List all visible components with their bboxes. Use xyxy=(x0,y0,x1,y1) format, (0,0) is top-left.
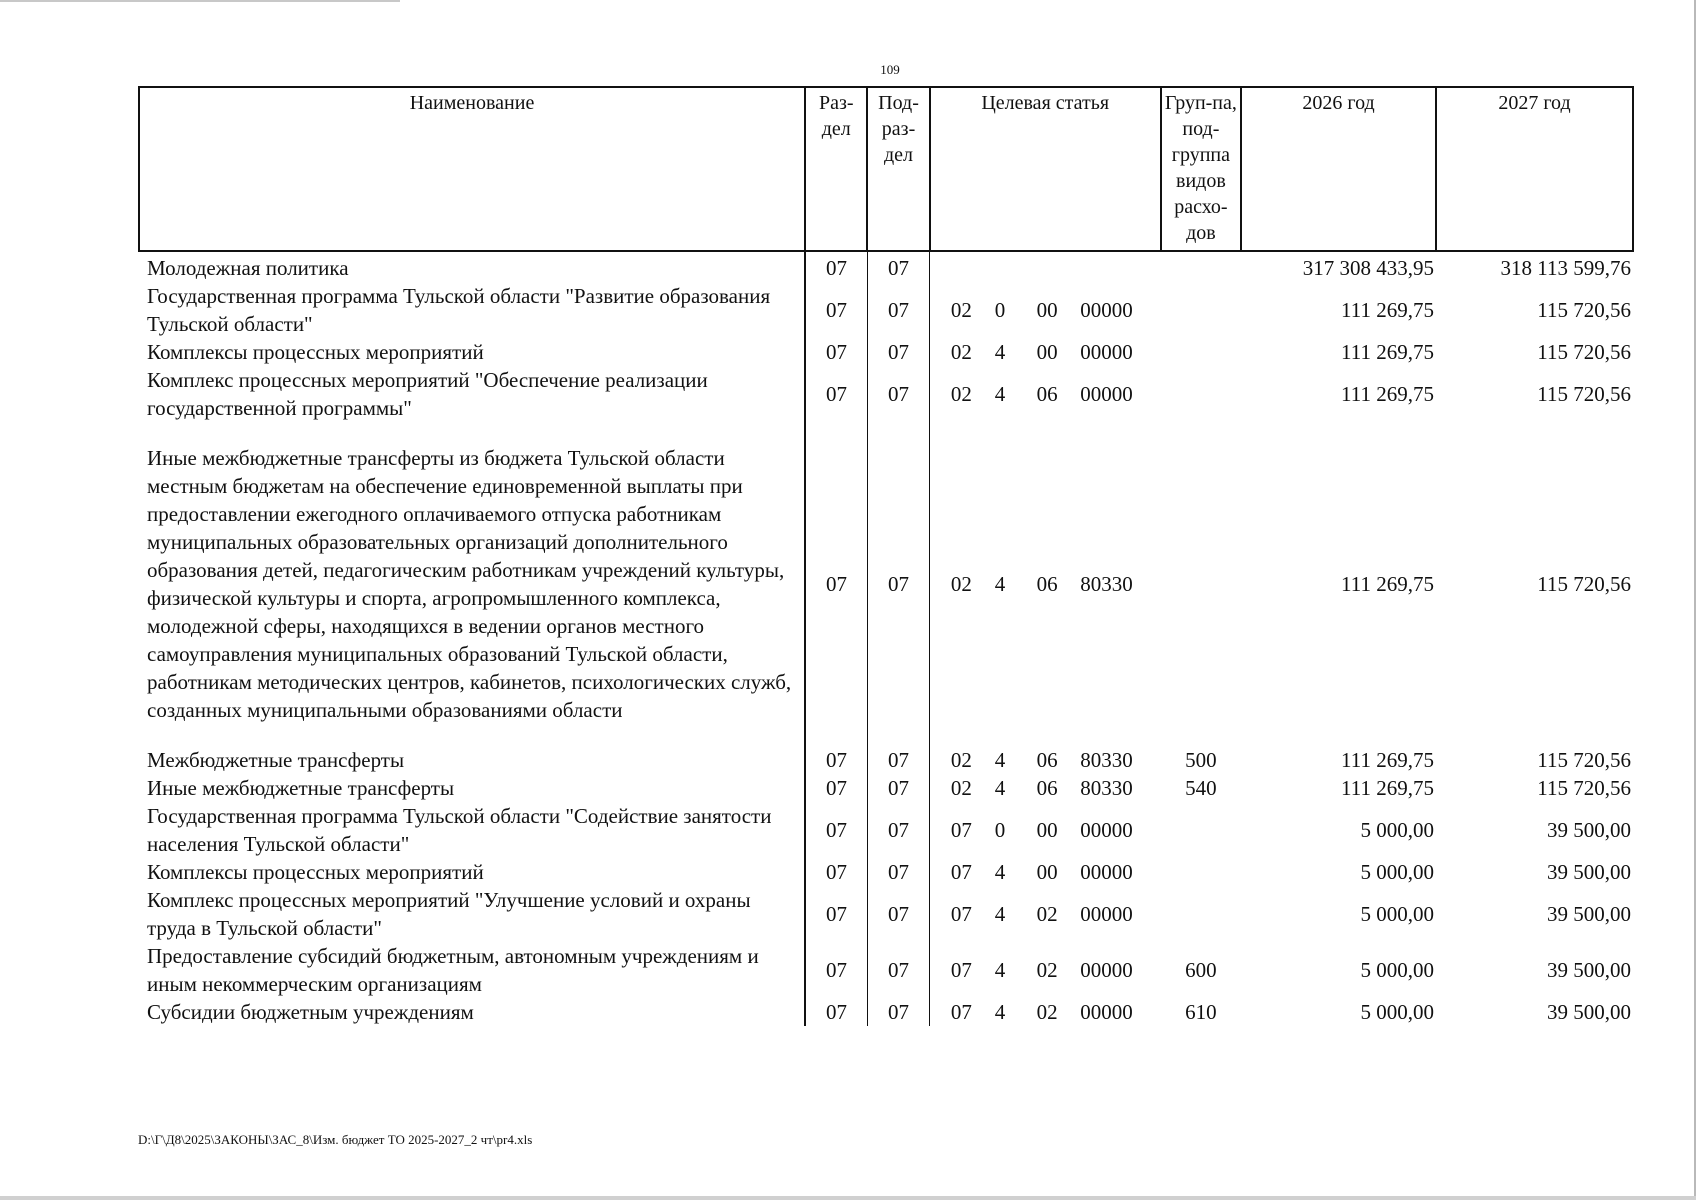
row-target-direction: 00000 xyxy=(1080,298,1133,322)
header-target-article: Целевая статья xyxy=(930,87,1161,251)
row-target-sub: 06 xyxy=(1036,572,1058,596)
row-amount-2026: 5 000,00 xyxy=(1360,860,1434,884)
row-target-type: 4 xyxy=(994,572,1006,596)
row-amount-2026: 5 000,00 xyxy=(1360,818,1434,842)
row-target-sub: 00 xyxy=(1036,860,1058,884)
row-target-type: 4 xyxy=(994,340,1006,364)
row-target-direction: 00000 xyxy=(1080,818,1133,842)
row-podrazdel: 07 xyxy=(867,998,929,1026)
row-podrazdel: 07 xyxy=(867,366,929,422)
row-name: Государственная программа Тульской области "Развитие образования Тульской области" xyxy=(147,284,771,336)
row-target-program: 02 xyxy=(950,572,972,596)
row-target-program: 07 xyxy=(950,860,972,884)
row-expense-group xyxy=(1161,282,1241,338)
row-podrazdel: 07 xyxy=(867,282,929,338)
row-target-direction: 80330 xyxy=(1080,748,1133,772)
table-row xyxy=(139,338,1633,366)
row-target-sub: 00 xyxy=(1036,298,1058,322)
row-amount-2027: 39 500,00 xyxy=(1547,1000,1631,1024)
row-amount-2027: 115 720,56 xyxy=(1537,340,1631,364)
row-razdel: 07 xyxy=(805,422,867,746)
row-target-type: 4 xyxy=(994,958,1006,982)
row-target-type: 4 xyxy=(994,382,1006,406)
header-group: Груп-па, под-группа видов расхо-дов xyxy=(1161,87,1241,251)
header-year-2026: 2026 год xyxy=(1241,87,1436,251)
footer-file-path: D:\Г\Д8\2025\ЗАКОНЫ\ЗАС_8\Изм. бюджет ТО 2025-2027_2 чт\pr4.xls xyxy=(138,1132,533,1147)
page-number: 109 xyxy=(880,62,900,77)
row-expense-group xyxy=(1161,422,1241,746)
row-podrazdel: 07 xyxy=(867,746,929,774)
row-expense-group: 600 xyxy=(1185,958,1217,982)
table-row xyxy=(139,942,1633,998)
row-target-direction: 00000 xyxy=(1080,382,1133,406)
row-target-sub: 02 xyxy=(1036,958,1058,982)
row-amount-2027: 115 720,56 xyxy=(1537,776,1631,800)
header-razdel: Раз-дел xyxy=(805,87,867,251)
header-name: Наименование xyxy=(139,87,805,251)
row-expense-group xyxy=(1161,338,1241,366)
row-amount-2027: 115 720,56 xyxy=(1537,748,1631,772)
row-podrazdel: 07 xyxy=(867,858,929,886)
row-target-sub: 02 xyxy=(1036,902,1058,926)
row-target-direction: 80330 xyxy=(1080,776,1133,800)
budget-table-sheet xyxy=(138,86,1634,1026)
row-expense-group: 500 xyxy=(1185,748,1217,772)
row-target-direction: 00000 xyxy=(1080,958,1133,982)
row-amount-2027: 39 500,00 xyxy=(1547,818,1631,842)
row-podrazdel: 07 xyxy=(867,251,929,282)
row-expense-group: 540 xyxy=(1185,776,1217,800)
row-target-direction: 00000 xyxy=(1080,1000,1133,1024)
row-amount-2027: 115 720,56 xyxy=(1537,382,1631,406)
row-razdel: 07 xyxy=(805,886,867,942)
table-header-row xyxy=(139,87,1633,251)
row-razdel: 07 xyxy=(805,746,867,774)
row-name: Комплекс процессных мероприятий "Обеспечение реализации государственной программы" xyxy=(147,368,708,420)
table-row xyxy=(139,774,1633,802)
row-podrazdel: 07 xyxy=(867,422,929,746)
row-target-direction: 80330 xyxy=(1080,572,1133,596)
header-podrazdel: Под-раз-дел xyxy=(867,87,929,251)
row-razdel: 07 xyxy=(805,282,867,338)
row-target-direction: 00000 xyxy=(1080,860,1133,884)
row-target-sub: 06 xyxy=(1036,748,1058,772)
row-amount-2026: 317 308 433,95 xyxy=(1302,256,1434,280)
row-target-sub: 00 xyxy=(1036,340,1058,364)
row-target-type: 4 xyxy=(994,1000,1006,1024)
row-expense-group xyxy=(1161,251,1241,282)
row-amount-2026: 111 269,75 xyxy=(1341,298,1434,322)
row-razdel: 07 xyxy=(805,998,867,1026)
table-row xyxy=(139,282,1633,338)
row-amount-2027: 318 113 599,76 xyxy=(1500,256,1631,280)
row-amount-2026: 111 269,75 xyxy=(1341,572,1434,596)
row-target-direction xyxy=(1074,251,1160,282)
row-podrazdel: 07 xyxy=(867,802,929,858)
row-target-program: 07 xyxy=(950,902,972,926)
table-row xyxy=(139,251,1633,282)
row-target-sub: 00 xyxy=(1036,818,1058,842)
row-amount-2026: 5 000,00 xyxy=(1360,902,1434,926)
row-expense-group xyxy=(1161,886,1241,942)
table-body xyxy=(139,251,1633,1026)
row-target-program: 02 xyxy=(950,298,972,322)
row-amount-2027: 39 500,00 xyxy=(1547,902,1631,926)
row-name: Предоставление субсидий бюджетным, автономным учреждениям и иным некоммерческим организациям xyxy=(147,944,759,996)
row-target-sub: 06 xyxy=(1036,382,1058,406)
row-razdel: 07 xyxy=(805,366,867,422)
row-amount-2026: 111 269,75 xyxy=(1341,748,1434,772)
row-podrazdel: 07 xyxy=(867,774,929,802)
row-target-sub: 02 xyxy=(1036,1000,1058,1024)
table-row xyxy=(139,858,1633,886)
row-amount-2026: 111 269,75 xyxy=(1341,340,1434,364)
row-target-program: 07 xyxy=(950,1000,972,1024)
row-name: Иные межбюджетные трансферты из бюджета Тульской области местным бюджетам на обеспечение единовременной выплаты при предоставлении ежегодного оплачиваемого отпуска работникам муниципальных образовательных организаций дополнительного образования детей, педагогическим работникам учреждений культуры, физической культуры и спорта, агропромышленного комплекса, молодежной сферы, находящихся в ведении органов местного самоуправления муниципальных образований Тульской области, работникам методических центров, кабинетов, психологических служб, созданных муниципальными образованиями области xyxy=(147,446,792,722)
row-name: Комплекс процессных мероприятий "Улучшение условий и охраны труда в Тульской области" xyxy=(147,888,751,940)
table-row xyxy=(139,886,1633,942)
row-target-sub: 06 xyxy=(1036,776,1058,800)
scan-edge-bottom xyxy=(0,1196,1696,1200)
row-name: Межбюджетные трансферты xyxy=(147,748,405,772)
table-row xyxy=(139,998,1633,1026)
row-razdel: 07 xyxy=(805,942,867,998)
table-row xyxy=(139,422,1633,746)
row-amount-2027: 115 720,56 xyxy=(1537,572,1631,596)
row-name: Комплексы процессных мероприятий xyxy=(147,340,484,364)
table-row xyxy=(139,366,1633,422)
row-target-type: 4 xyxy=(994,860,1006,884)
row-target-type: 0 xyxy=(994,298,1006,322)
row-amount-2026: 5 000,00 xyxy=(1360,1000,1434,1024)
row-amount-2026: 111 269,75 xyxy=(1341,382,1434,406)
row-target-direction: 00000 xyxy=(1080,902,1133,926)
row-amount-2027: 39 500,00 xyxy=(1547,958,1631,982)
row-target-program: 02 xyxy=(950,776,972,800)
row-target-type: 0 xyxy=(994,818,1006,842)
row-target-program: 02 xyxy=(950,748,972,772)
row-target-direction: 00000 xyxy=(1080,340,1133,364)
row-podrazdel: 07 xyxy=(867,338,929,366)
row-target-program: 02 xyxy=(950,382,972,406)
budget-table xyxy=(138,86,1634,1026)
table-row xyxy=(139,746,1633,774)
row-name: Молодежная политика xyxy=(147,256,349,280)
row-name: Субсидии бюджетным учреждениям xyxy=(147,1000,474,1024)
row-target-type: 4 xyxy=(994,902,1006,926)
row-razdel: 07 xyxy=(805,338,867,366)
row-target-program: 02 xyxy=(950,340,972,364)
table-row xyxy=(139,802,1633,858)
row-amount-2027: 115 720,56 xyxy=(1537,298,1631,322)
row-razdel: 07 xyxy=(805,251,867,282)
scan-edge-top xyxy=(0,0,400,2)
row-expense-group xyxy=(1161,366,1241,422)
row-expense-group: 610 xyxy=(1185,1000,1217,1024)
row-target-program xyxy=(930,251,980,282)
row-expense-group xyxy=(1161,802,1241,858)
row-razdel: 07 xyxy=(805,858,867,886)
row-podrazdel: 07 xyxy=(867,886,929,942)
row-podrazdel: 07 xyxy=(867,942,929,998)
row-target-type: 4 xyxy=(994,776,1006,800)
row-target-program: 07 xyxy=(950,818,972,842)
header-year-2027: 2027 год xyxy=(1436,87,1633,251)
row-razdel: 07 xyxy=(805,802,867,858)
row-razdel: 07 xyxy=(805,774,867,802)
row-target-sub xyxy=(1020,251,1074,282)
row-target-type: 4 xyxy=(994,748,1006,772)
row-amount-2026: 111 269,75 xyxy=(1341,776,1434,800)
row-target-type xyxy=(980,251,1020,282)
row-name: Иные межбюджетные трансферты xyxy=(147,776,455,800)
row-name: Комплексы процессных мероприятий xyxy=(147,860,484,884)
row-name: Государственная программа Тульской области "Содействие занятости населения Тульской области" xyxy=(147,804,772,856)
row-amount-2026: 5 000,00 xyxy=(1360,958,1434,982)
row-target-program: 07 xyxy=(950,958,972,982)
row-expense-group xyxy=(1161,858,1241,886)
row-amount-2027: 39 500,00 xyxy=(1547,860,1631,884)
